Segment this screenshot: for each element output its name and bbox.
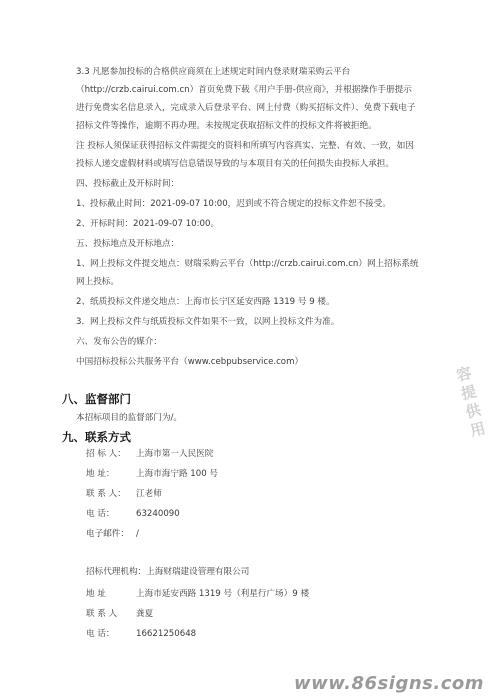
place-line-3: 3．网上投标文件与纸质投标文件如果不一致，以网上投标文件为准。 — [76, 317, 340, 327]
tenderer-phone-row — [86, 508, 180, 520]
tenderer-email-row — [86, 528, 139, 540]
note-line-2: 投标人递交虚假材料或填写信息错误导致的与本项目有关的任何损失由投标人承担。 — [76, 159, 394, 169]
s3-line-3: 进行免费实名信息录入，完成录入后登录平台、网上付费（购买招标文件）、免费下载电子 — [76, 103, 416, 113]
deadline-line: 1、投标截止时间：2021-09-07 10:00，迟到或不符合规定的投标文件恕不接受。 — [76, 199, 391, 209]
section-4-title: 四、投标截止及开标时间： — [76, 179, 180, 189]
site-watermark: www.86signs.com — [293, 673, 484, 694]
place-line-1b: 网上投标。 — [76, 277, 119, 287]
note-line-1: 注 投标人须保证获得招标文件需提交的资料和所填写内容真实、完整、有效、一致，如因 — [76, 141, 414, 151]
tenderer-phone-key: 电 话： — [86, 509, 115, 519]
agency-address-value: 上海市延安西路 1319 号（利星行广场）9 楼 — [136, 589, 310, 599]
place-line-2: 2、纸质投标文件递交地点：上海市长宁区延安西路 1319 号 9 楼。 — [76, 297, 335, 307]
agency-phone-value: 16621250648 — [136, 629, 197, 639]
tenderer-address-value: 上海市海宁路 100 号 — [136, 469, 219, 479]
place-line-1a: 1、网上投标文件提交地点：财瑞采购云平台（http://crzb.cairui.com.cn）网上招标系统 — [76, 259, 419, 269]
tenderer-email-value: / — [136, 529, 139, 539]
s3-line-4: 招标文件等操作，逾期不再办理。未按规定获取招标文件的投标文件将被拒绝。 — [76, 121, 377, 131]
tenderer-contact-value: 江老师 — [136, 489, 162, 499]
agency-address-row — [86, 588, 309, 600]
section-8-title: 八、监督部门 — [62, 392, 131, 406]
media-line: 中国招标投标公共服务平台（www.cebpubservice.com） — [76, 357, 304, 367]
section-6-title: 六、发布公告的媒介： — [76, 337, 162, 347]
tenderer-value: 上海市第一人民医院 — [136, 449, 214, 459]
agency-key: 招标代理机构： — [86, 567, 147, 577]
tenderer-contact-key: 联 系 人： — [86, 489, 126, 499]
tenderer-address-row — [86, 468, 218, 480]
agency-address-key: 地 址 — [86, 589, 106, 599]
agency-contact-key: 联 系 人 — [86, 609, 118, 619]
section-5-title: 五、投标地点及开标地点： — [76, 239, 180, 249]
tenderer-phone-value: 63240090 — [136, 509, 180, 519]
supervision-line: 本招标项目的监督部门为/。 — [76, 413, 183, 423]
seal-stamp: 容 提 供 用 — [454, 363, 488, 441]
agency-row — [86, 566, 249, 578]
s3-line-1: 3.3 凡愿参加投标的合格供应商须在上述规定时间内登录财瑞采购云平台 — [76, 67, 351, 77]
agency-contact-row — [86, 608, 153, 620]
s3-line-2: （http://crzb.cairui.com.cn）首页免费下载《用户手册-供应商》，并根据操作手册提示 — [76, 85, 412, 95]
section-9-title: 九、联系方式 — [62, 430, 131, 444]
tenderer-row — [86, 448, 213, 460]
agency-phone-row — [86, 628, 196, 640]
tenderer-key: 招 标 人： — [86, 449, 126, 459]
agency-value: 上海财瑞建设管理有限公司 — [146, 567, 250, 577]
tenderer-address-key: 地 址： — [86, 469, 115, 479]
opening-line: 2、开标时间：2021-09-07 10:00。 — [76, 219, 220, 229]
agency-phone-key: 电 话： — [86, 629, 115, 639]
agency-contact-value: 龚夏 — [136, 609, 154, 619]
tenderer-email-key: 电子邮件： — [86, 529, 129, 539]
tenderer-contact-row — [86, 488, 162, 500]
